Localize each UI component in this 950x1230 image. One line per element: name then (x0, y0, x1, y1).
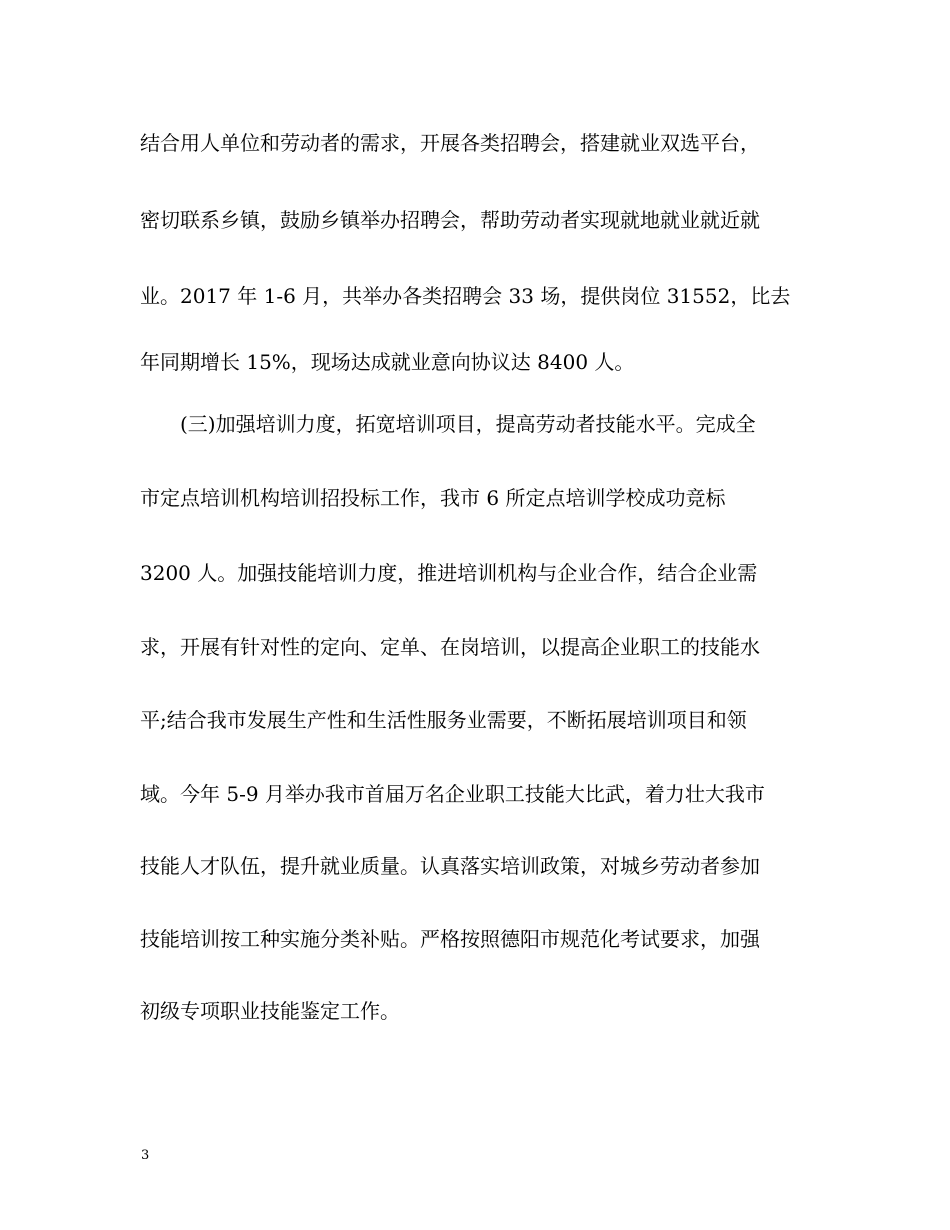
body-text-line: 技能人才队伍，提升就业质量。认真落实培训政策，对城乡劳动者参加 (140, 854, 760, 878)
body-text-line: 3200 人。加强技能培训力度，推进培训机构与企业合作，结合企业需 (140, 561, 758, 585)
body-text-line: 求，开展有针对性的定向、定单、在岗培训，以提高企业职工的技能水 (140, 635, 760, 659)
body-text-line: 市定点培训机构培训招投标工作，我市 6 所定点培训学校成功竞标 (140, 486, 726, 510)
body-text-line: 平;结合我市发展生产性和生活性服务业需要，不断拓展培训项目和领 (140, 708, 747, 732)
body-text-line: 年同期增长 15%，现场达成就业意向协议达 8400 人。 (140, 350, 635, 374)
body-text-line: 初级专项职业技能鉴定工作。 (140, 999, 400, 1023)
page-number: 3 (141, 1148, 150, 1163)
section-heading-line: (三)加强培训力度，拓宽培训项目，提高劳动者技能水平。完成全 (180, 412, 756, 436)
body-text-line: 域。今年 5-9 月举办我市首届万名企业职工技能大比武，着力壮大我市 (140, 782, 765, 806)
body-text-line: 密切联系乡镇，鼓励乡镇举办招聘会，帮助劳动者实现就地就业就近就 (140, 208, 760, 232)
body-text-line: 业。2017 年 1-6 月，共举办各类招聘会 33 场，提供岗位 31552，比去 (140, 284, 791, 308)
body-text-line: 结合用人单位和劳动者的需求，开展各类招聘会，搭建就业双选平台， (140, 131, 760, 155)
body-text-line: 技能培训按工种实施分类补贴。严格按照德阳市规范化考试要求，加强 (140, 927, 760, 951)
